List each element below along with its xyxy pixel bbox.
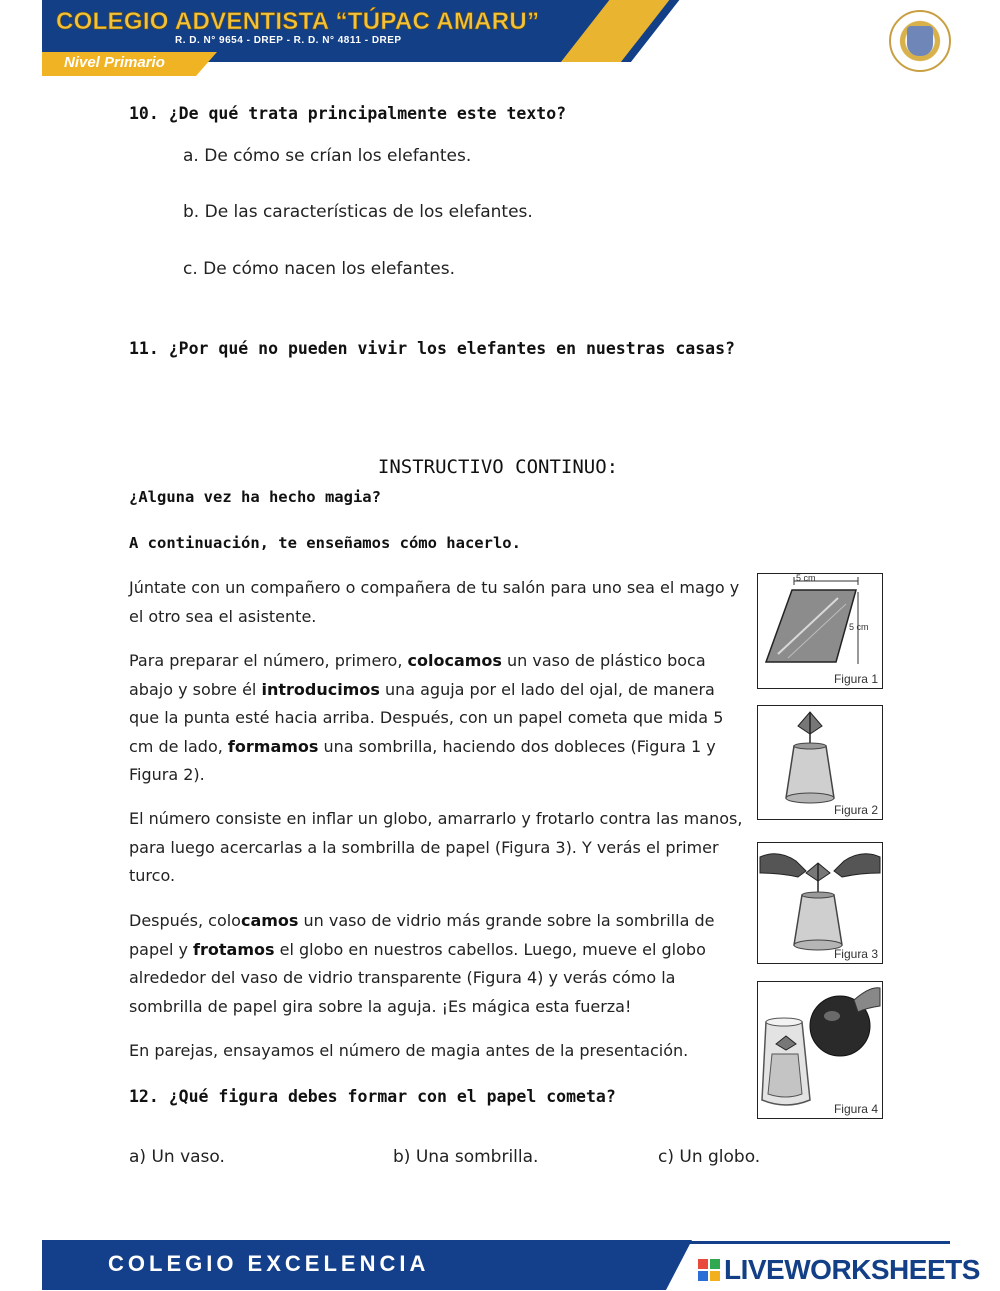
figure-4 — [757, 981, 883, 1119]
q12-question: 12. ¿Qué figura debes formar con el papel cometa? — [129, 1087, 616, 1106]
q12-answer-b[interactable]: b) Una sombrilla. — [393, 1147, 539, 1167]
school-resolutions: R. D. N° 9654 - DREP - R. D. N° 4811 - DREP — [175, 35, 402, 46]
school-seal-icon — [889, 10, 951, 72]
paragraph-3: El número consiste en inflar un globo, amarrarlo y frotarlo contra las manos, para luego acercarlas a la sombrilla de papel (Figura 3). Y verás el primer turco. — [129, 809, 743, 885]
q11-question: 11. ¿Por qué no pueden vivir los elefantes en nuestras casas? — [129, 339, 735, 358]
liveworksheets-icon — [698, 1259, 720, 1281]
figure-1-label: Figura 1 — [833, 672, 878, 686]
footer-motto: COLEGIO EXCELENCIA — [108, 1251, 430, 1276]
paragraph-5: En parejas, ensayamos el número de magia antes de la presentación. — [129, 1041, 689, 1060]
figure-1-dim-top: 5 cm — [796, 573, 816, 583]
level-label: Nivel Primario — [64, 54, 165, 71]
figure-2 — [757, 705, 883, 820]
liveworksheets-brand: LIVEWORKSHEETS — [724, 1254, 980, 1285]
liveworksheets-logo[interactable] — [698, 1254, 980, 1286]
figure-3-label: Figura 3 — [833, 947, 878, 961]
paragraph-1: Júntate con un compañero o compañera de tu salón para uno sea el mago y el otro sea el asistente. — [129, 578, 740, 626]
q10-option-a[interactable]: a. De cómo se crían los elefantes. — [183, 146, 472, 166]
q10-option-c[interactable]: c. De cómo nacen los elefantes. — [183, 259, 455, 279]
figure-1 — [757, 573, 883, 689]
figure-2-label: Figura 2 — [833, 803, 878, 817]
paragraph-4: Después, colocamos un vaso de vidrio más grande sobre la sombrilla de papel y frotamos el globo en nuestros cabellos. Luego, mueve el globo alrededor del vaso de vidrio transparente (Figura 4) y verás cómo la sombrilla de papel gira sobre la aguja. ¡Es mágica esta fuerza! — [129, 911, 715, 1016]
section-subtitle-2: A continuación, te enseñamos cómo hacerlo. — [129, 534, 521, 552]
q12-answer-a[interactable]: a) Un vaso. — [129, 1147, 225, 1167]
figure-4-label: Figura 4 — [833, 1102, 878, 1116]
figure-1-dim-side: 5 cm — [849, 622, 869, 632]
q12-answer-c[interactable]: c) Un globo. — [658, 1147, 761, 1167]
q10-option-b[interactable]: b. De las características de los elefantes. — [183, 202, 533, 222]
paragraph-2: Para preparar el número, primero, colocamos un vaso de plástico boca abajo y sobre él introducimos una aguja por el lado del ojal, de manera que la punta esté hacia arriba. Después, con un papel cometa que mida 5 cm de lado, formamos una sombrilla, haciendo dos dobleces (Figura 1 y Figura 2). — [129, 651, 724, 784]
q10-question: 10. ¿De qué trata principalmente este texto? — [129, 104, 567, 123]
section-subtitle-1: ¿Alguna vez ha hecho magia? — [129, 488, 381, 506]
figure-3 — [757, 842, 883, 964]
section-title: INSTRUCTIVO CONTINUO: — [377, 456, 619, 478]
school-name: COLEGIO ADVENTISTA “TÚPAC AMARU” — [56, 8, 540, 35]
